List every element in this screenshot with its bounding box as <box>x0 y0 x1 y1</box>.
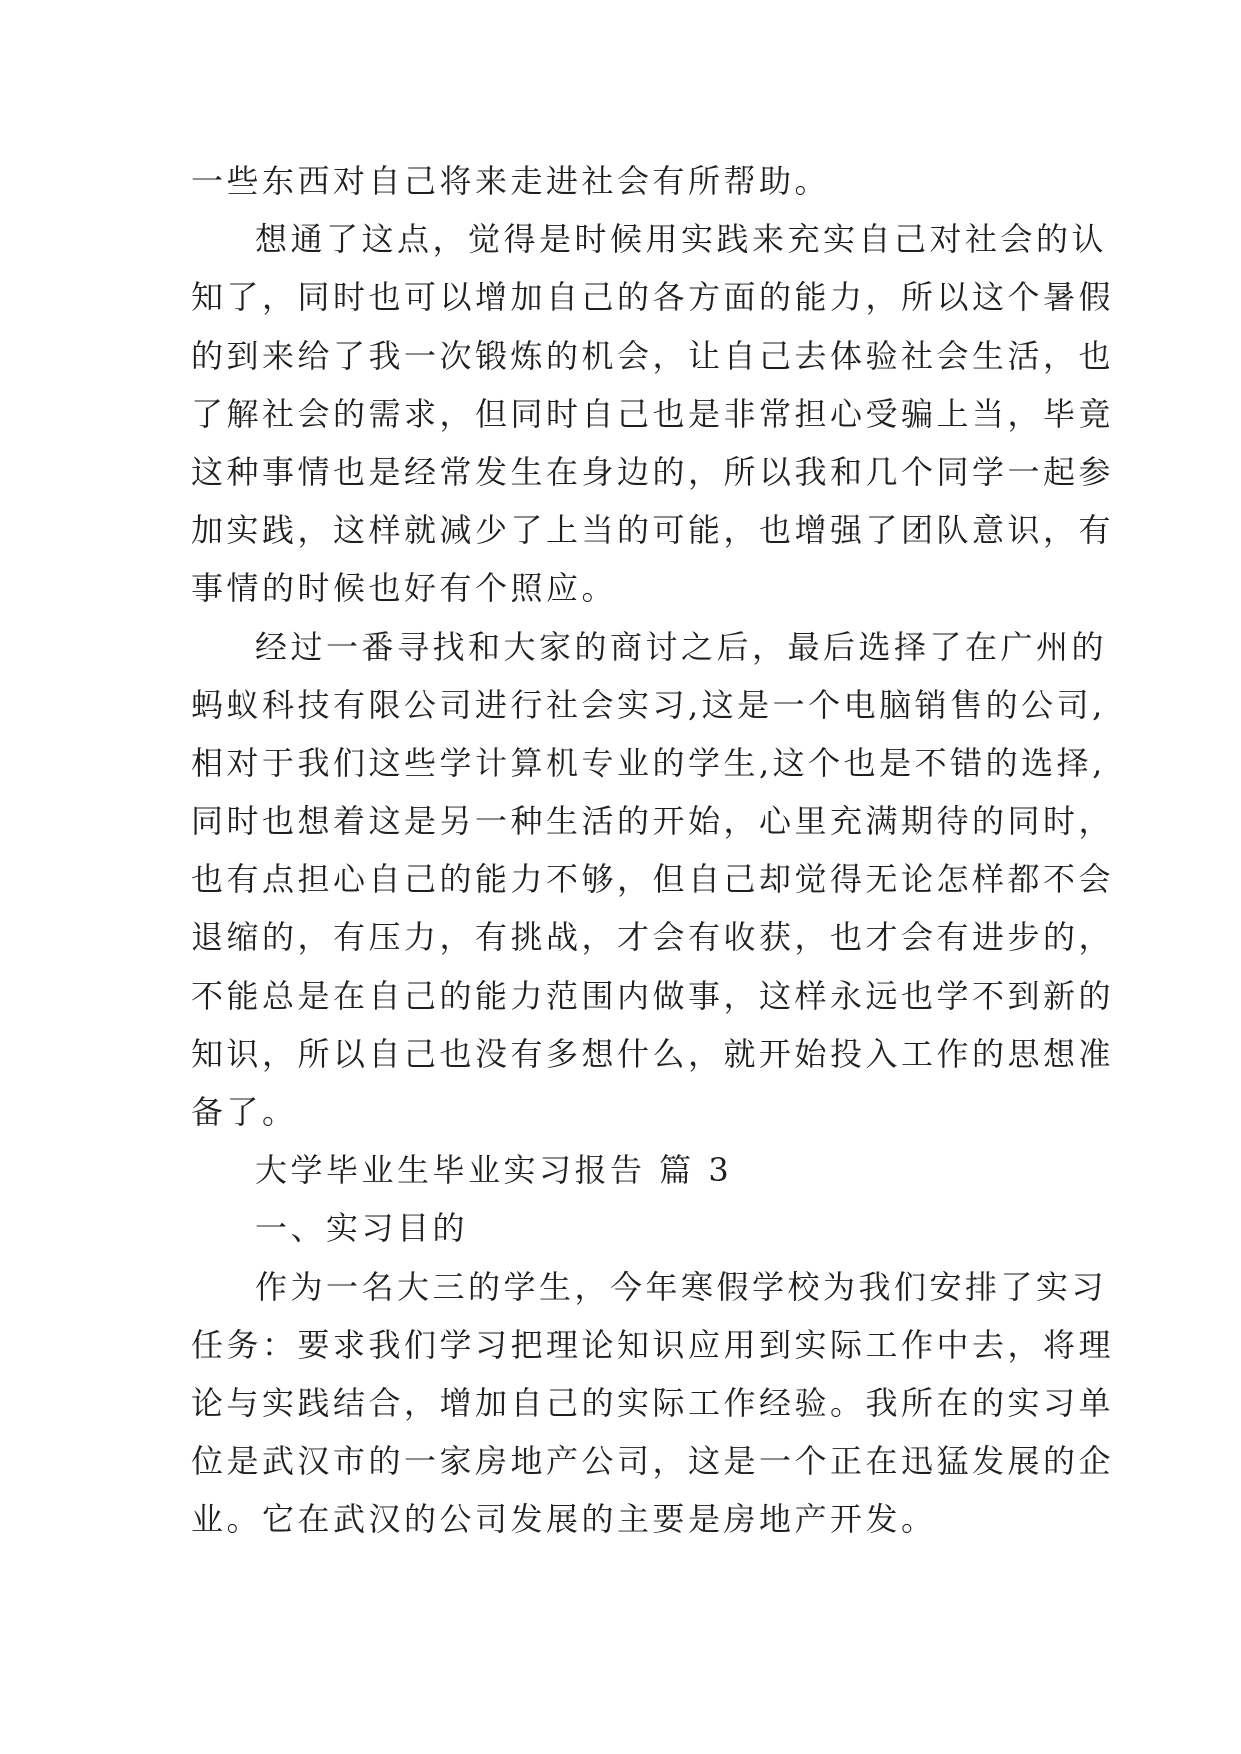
text-line: 也有点担心自己的能力不够，但自己却觉得无论怎样都不会 <box>191 860 1115 899</box>
text-line: 同时也想着这是另一种生活的开始，心里充满期待的同时， <box>191 802 1115 841</box>
text-line: 任务：要求我们学习把理论知识应用到实际工作中去，将理 <box>191 1325 1115 1364</box>
text-line: 知识，所以自己也没有多想什么，就开始投入工作的思想准 <box>191 1034 1115 1073</box>
text-line: 这种事情也是经常发生在身边的，所以我和几个同学一起参 <box>191 452 1115 491</box>
text-line: 想通了这点，觉得是时候用实践来充实自己对社会的认 <box>255 220 1108 259</box>
text-line: 相对于我们这些学计算机专业的学生,这个也是不错的选择, <box>191 743 1106 782</box>
text-line: 事情的时候也好有个照应。 <box>191 569 618 608</box>
text-line: 备了。 <box>191 1093 298 1131</box>
document-body <box>191 152 1115 1549</box>
subsection-heading: 一、实习目的 <box>255 1209 469 1248</box>
text-line: 一些东西对自己将来走进社会有所帮助。 <box>191 162 831 200</box>
text-line: 作为一名大三的学生，今年寒假学校为我们安排了实习 <box>255 1267 1108 1306</box>
text-line: 了解社会的需求，但同时自己也是非常担心受骗上当，毕竟 <box>191 394 1115 433</box>
text-line: 蚂蚁科技有限公司进行社会实习,这是一个电脑销售的公司, <box>191 685 1106 724</box>
text-line: 退缩的，有压力，有挑战，才会有收获，也才会有进步的， <box>191 918 1115 957</box>
text-line: 不能总是在自己的能力范围内做事，这样永远也学不到新的 <box>191 976 1115 1015</box>
text-line: 业。它在武汉的公司发展的主要是房地产开发。 <box>191 1500 937 1539</box>
text-line: 的到来给了我一次锻炼的机会，让自己去体验社会生活，也 <box>191 336 1115 375</box>
section-heading: 大学毕业生毕业实习报告 篇 3 <box>255 1151 733 1190</box>
text-line: 位是武汉市的一家房地产公司，这是一个正在迅猛发展的企 <box>191 1442 1115 1481</box>
text-line: 知了，同时也可以增加自己的各方面的能力，所以这个暑假 <box>191 278 1115 317</box>
text-line: 经过一番寻找和大家的商讨之后，最后选择了在广州的 <box>255 627 1108 666</box>
text-line: 加实践，这样就减少了上当的可能，也增强了团队意识，有 <box>191 511 1115 550</box>
text-line: 论与实践结合，增加自己的实际工作经验。我所在的实习单 <box>191 1383 1115 1422</box>
